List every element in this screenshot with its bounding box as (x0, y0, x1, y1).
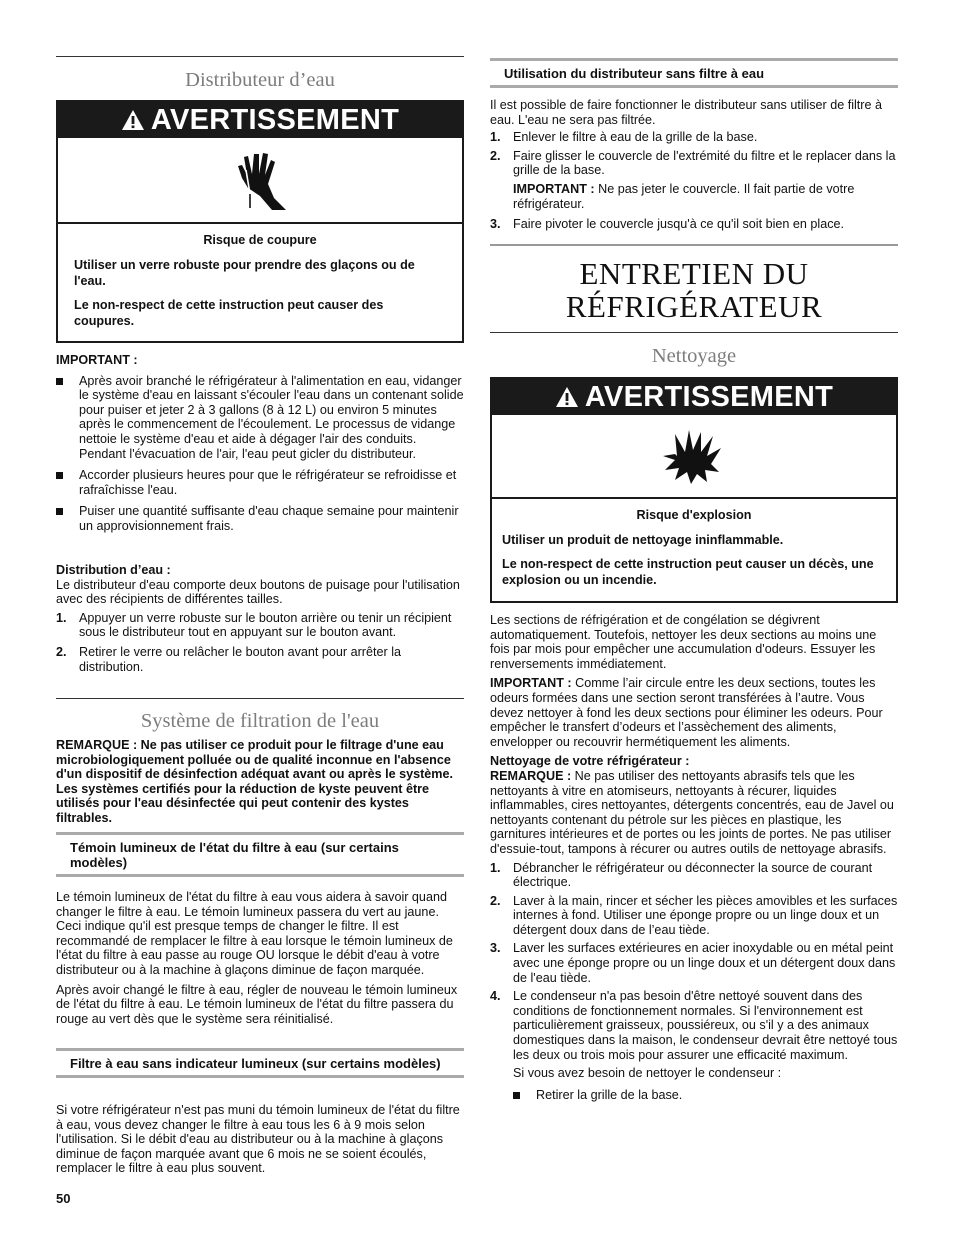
list-item: 2. Laver à la main, rincer et sécher les pièces amovibles et les surfaces internes à fond. Utiliser une éponge propre ou un linge doux et un détergent doux dans de l’eau tiède. (490, 893, 898, 937)
list-item: Accorder plusieurs heures pour que le réfrigérateur se refroidisse et rafraîchisse l'eau. (56, 468, 464, 497)
fridge-remark: REMARQUE : Ne pas utiliser des nettoyants abrasifs tels que les nettoyants à vitre en atomiseurs, nettoyants à récurer, liquides inflammables, cires nettoyantes, détergents concentrés, eau de Javel ou nettoyants contenant du pétrole sur les pièces en plastique, les garnitures intérieures et de portes ou les joints de portes. Ne pas utiliser d'essuie-tout, tampons à récurer ou autres outils de nettoyage abrasifs. (490, 768, 894, 856)
page-number: 50 (56, 1191, 71, 1206)
remark-text: REMARQUE : Ne pas utiliser ce produit pour le filtrage d'une eau microbiologiquement polluée ou de qualité inconnue en l'absence d'un dispositif de désinfection adéquat avant ou après le système. Les systèmes certifiés pour la réduction de kyste peuvent être utilisés pour l'eau désinfectée qui peut contenir des kystes filtrables. (56, 738, 453, 825)
section-rule (490, 332, 898, 333)
distribution-block (56, 563, 464, 674)
subheading-no-filter: Utilisation du distributeur sans filtre à eau (490, 58, 898, 88)
section-title-filtration: Système de filtration de l'eau (140, 710, 380, 732)
distribution-intro: Le distributeur d'eau comporte deux boutons de puisage pour l'utilisation avec des récipients de différentes tailles. (56, 577, 460, 607)
important-note: IMPORTANT : Ne pas jeter le couvercle. Il fait partie de votre réfrigérateur. (513, 181, 855, 211)
condenser-note: Si vous avez besoin de nettoyer le condenseur : (513, 1066, 782, 1081)
section-title-distributeur: Distributeur d’eau (185, 69, 335, 91)
warning-banner-text: AVERTISSEMENT (150, 103, 400, 136)
indicator-block (56, 890, 464, 1026)
list-item: 3. Faire pivoter le couvercle jusqu'à ce qu'il soit bien en place. (490, 217, 845, 232)
page-title-line1: ENTRETIEN DU (579, 256, 809, 291)
no-indicator-paragraph: Si votre réfrigérateur n'est pas muni du témoin lumineux de l'état du filtre à eau, vous devez changer le filtre à eau tous les 6 à 9 mois selon l'utilisation. Si le débit d'eau au distributeur ou à la machine à glaçons diminue de façon marquée avant que 6 mois ne se soient écoulés, remplacer le filtre à eau plus souvent. (56, 1103, 460, 1176)
list-item: 2. Faire glisser le couvercle de l'extrémité du filtre et le replacer dans la grille de la base. (490, 148, 896, 178)
list-item: 4. Le condenseur n'a pas besoin d'être nettoyé souvent dans des conditions de fonctionnement normales. Si l'environnement est particulièrement graisseux, poussiéreux, ou s'il y a des animaux domestiques dans la maison, le condenseur devrait être nettoyé tous les deux ou trois mois pour assurer une efficacité maximum. (490, 989, 898, 1062)
list-item: Après avoir branché le réfrigérateur à l'alimentation en eau, vidanger le système d'eau en laissant s'écouler l'eau dans un contenant solide pour puiser et jeter 2 à 3 gallons (8 à 12 L) ou environ 5 minutes après le commencement de l'écoulement. Le processus de vidange nettoie le système d'eau et aide à dégager l'air des conduits. Pendant l'évacuation de l'air, l'eau peut gicler du distributeur. (56, 374, 464, 462)
important-label: IMPORTANT : (56, 353, 138, 367)
subheading-no-indicator: Filtre à eau sans indicateur lumineux (sur certains modèles) (56, 1048, 464, 1078)
cleaning-block (490, 613, 898, 1102)
list-item: Retirer la grille de la base. (513, 1088, 898, 1103)
distribution-title: Distribution d’eau : (56, 563, 171, 577)
list-item: 1. Enlever le filtre à eau de la grille de la base. (490, 130, 758, 145)
section-rule (490, 244, 898, 246)
warning-banner (58, 102, 462, 138)
list-item: Puiser une quantité suffisante d'eau chaque semaine pour maintenir un approvisionnement frais. (56, 504, 464, 533)
important-block (56, 353, 464, 534)
warning-banner-text: AVERTISSEMENT (584, 380, 834, 413)
warning-text (58, 224, 462, 345)
warning-box-explosion (490, 377, 898, 603)
warning-line1: Utiliser un produit de nettoyage ininflammable. (502, 533, 784, 547)
section-rule (56, 56, 464, 57)
warning-box-cut (56, 100, 464, 343)
list-item: 1. Appuyer un verre robuste sur le bouton arrière ou tenir un récipient sous le distributeur tout en appuyant sur le bouton avant. (56, 610, 452, 640)
warning-line1: Utiliser un verre robuste pour prendre des glaçons ou de l'eau. (74, 258, 415, 288)
cleaning-paragraph: Les sections de réfrigération et de congélation se dégivrent automatiquement. Toutefois, nettoyer les deux sections au moins une fois par mois pour empêcher une accumulation d'odeurs. Essuyer les renversements immédiatement. (490, 613, 877, 671)
warning-line2: Le non-respect de cette instruction peut causer des coupures. (74, 298, 384, 328)
warning-text (492, 499, 896, 604)
list-item: 2. Retirer le verre ou relâcher le bouton avant pour arrêter la distribution. (56, 644, 402, 674)
section-title-nettoyage: Nettoyage (651, 345, 737, 367)
page-title-line2: RÉFRIGÉRATEUR (565, 289, 823, 324)
no-filter-intro: Il est possible de faire fonctionner le distributeur sans utiliser de filtre à eau. L'eau ne sera pas filtrée. (490, 98, 883, 127)
cleaning-important: IMPORTANT : Comme l’air circule entre les deux sections, toutes les odeurs formées dans une section seront transférées à l’autre. Vous devez nettoyer à fond les deux sections pour éliminer les odeurs. Pour empêcher le transfert d’odeurs et l’assèchement des aliments, envelopper ou recouvrir hermétiquement les aliments. (490, 676, 883, 749)
warning-triangle-icon (121, 109, 145, 131)
indicator-paragraph: Le témoin lumineux de l'état du filtre à eau vous aidera à savoir quand changer le filtre à eau. Le témoin lumineux passera du vert au jaune. Ceci indique qu'il est presque temps de changer le filtre. Il est recommandé de remplacer le filtre à eau lorsque le témoin lumineux de l'état du filtre à eau passe au rouge OU lorsque le débit d'eau à votre distributeur ou à la machine à glaçons diminue de façon marquée. (56, 890, 453, 977)
list-item: 1. Débrancher le réfrigérateur ou déconnecter la source de courant électrique. (490, 860, 873, 890)
warning-risk: Risque d'explosion (636, 508, 752, 522)
warning-image-area (58, 138, 462, 224)
indicator-paragraph: Après avoir changé le filtre à eau, régler de nouveau le témoin lumineux de l'état du filtre à eau. Le témoin lumineux de l'état du filtre passera du rouge au vert dès que le système sera réinitialisé. (56, 982, 458, 1026)
warning-risk: Risque de coupure (203, 233, 317, 247)
warning-line2: Le non-respect de cette instruction peut causer un décès, une explosion ou un incendie. (502, 557, 874, 587)
hand-cut-icon (228, 148, 292, 212)
explosion-icon (661, 426, 727, 486)
section-rule (56, 698, 464, 699)
list-item: 3. Laver les surfaces extérieures en acier inoxydable ou en métal peint avec une éponge propre ou un linge doux et un détergent doux dans de l'eau tiède. (490, 941, 896, 985)
page-title (490, 257, 898, 323)
warning-triangle-icon (555, 386, 579, 408)
warning-image-area (492, 415, 896, 499)
subheading-indicator: Témoin lumineux de l'état du filtre à eau (sur certains modèles) (56, 832, 464, 877)
warning-banner (492, 379, 896, 415)
fridge-clean-title: Nettoyage de votre réfrigérateur : (490, 754, 690, 769)
no-filter-block (490, 98, 898, 232)
